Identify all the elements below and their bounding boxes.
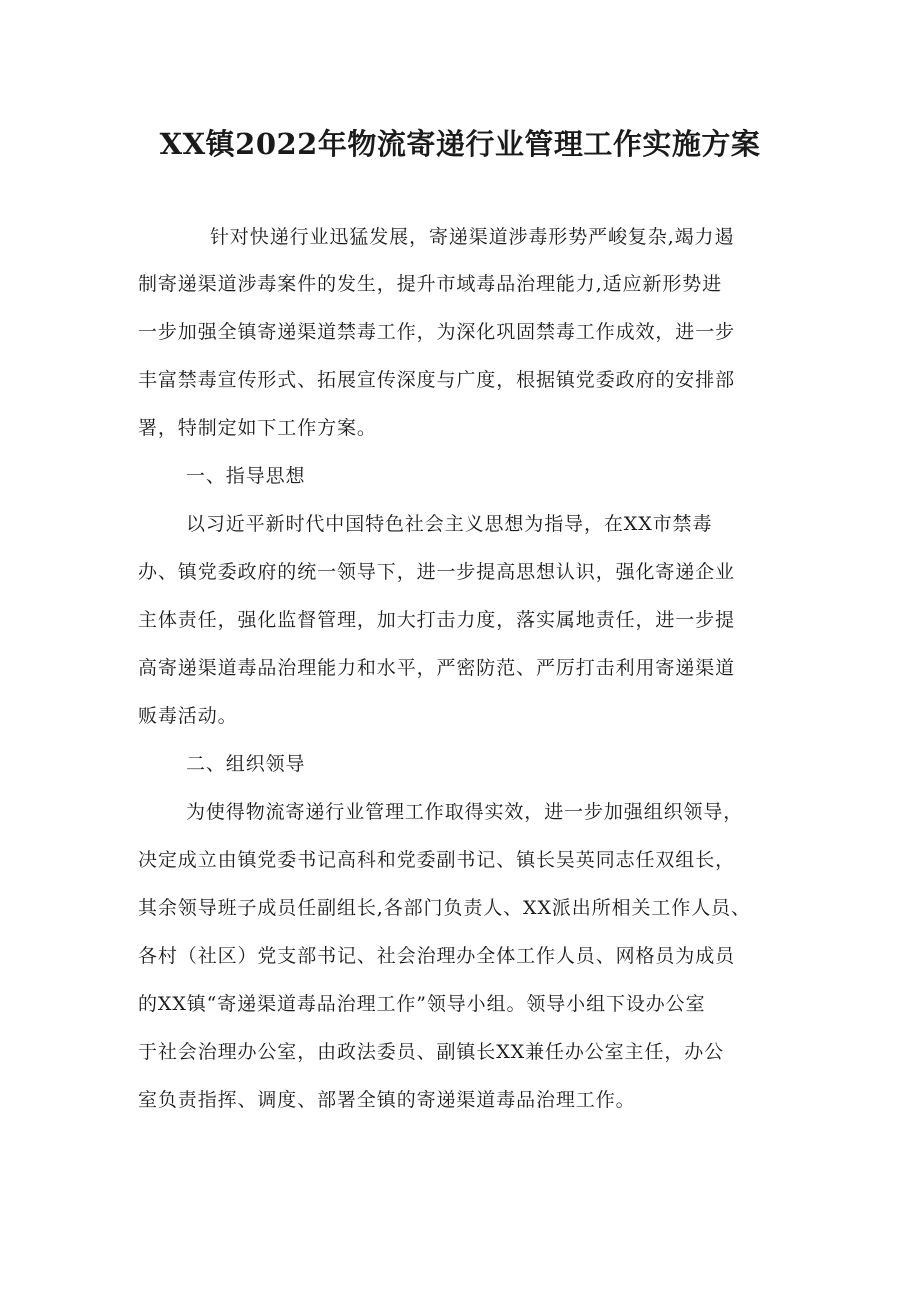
paragraph-line: 为使得物流寄递行业管理工作取得实效，进一步加强组织领导， [186,801,744,823]
paragraph-line: 署，特制定如下工作方案。 [138,417,377,439]
paragraph-line: 一步加强全镇寄递渠道禁毒工作，为深化巩固禁毒工作成效，进一步 [138,321,736,343]
section-heading: 二、组织领导 [186,753,306,775]
paragraph-line: 决定成立由镇党委书记高科和党委副书记、镇长吴英同志任双组长， [138,849,736,871]
paragraph-line: 其余领导班子成员任副组长,各部门负责人、XX派出所相关工作人员、 [138,897,751,919]
document-title: XX镇2022年物流寄递行业管理工作实施方案 [159,127,761,161]
paragraph-line: 针对快递行业迅猛发展，寄递渠道涉毒形势严峻复杂,竭力遏 [210,226,735,248]
paragraph-line: 各村（社区）党支部书记、社会治理办全体工作人员、网格员为成员 [138,945,736,967]
paragraph-line: 制寄递渠道涉毒案件的发生，提升市域毒品治理能力,适应新形势进 [138,273,723,295]
paragraph-line: 办、镇党委政府的统一领导下，进一步提高思想认识，强化寄递企业 [138,561,736,583]
paragraph-line: 的XX镇“寄递渠道毒品治理工作”领导小组。领导小组下设办公室 [138,993,706,1015]
section-heading: 一、指导思想 [186,465,306,487]
paragraph-line: 高寄递渠道毒品治理能力和水平，严密防范、严厉打击利用寄递渠道 [138,657,736,679]
paragraph-line: 以习近平新时代中国特色社会主义思想为指导，在XX市禁毒 [186,513,713,535]
paragraph-line: 于社会治理办公室，由政法委员、副镇长XX兼任办公室主任，办公 [138,1041,725,1063]
paragraph-line: 室负责指挥、调度、部署全镇的寄递渠道毒品治理工作。 [138,1089,636,1111]
paragraph-line: 贩毒活动。 [138,705,238,727]
paragraph-line: 丰富禁毒宣传形式、拓展宣传深度与广度，根据镇党委政府的安排部 [138,369,736,391]
paragraph-line: 主体责任，强化监督管理，加大打击力度，落实属地责任，进一步提 [138,609,736,631]
